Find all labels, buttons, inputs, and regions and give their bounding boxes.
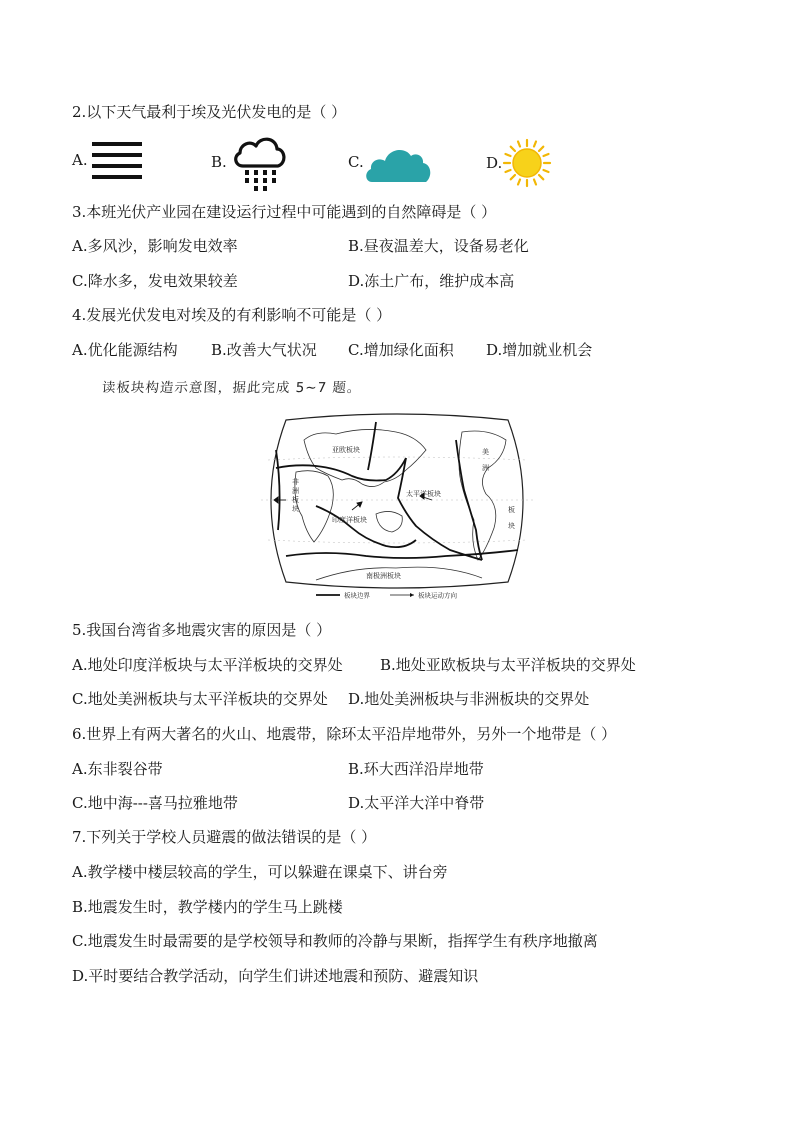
q4-option-a[interactable]: A.优化能源结构 [72, 341, 178, 359]
q2-option-c[interactable] [348, 140, 434, 184]
sun-icon [502, 138, 552, 188]
q3-option-a[interactable]: A.多风沙，影响发电效率 [72, 237, 238, 255]
label-africa-2: 洲 [292, 487, 299, 495]
label-africa-4: 块 [292, 505, 299, 513]
q5-stem: 5.我国台湾省多地震灾害的原因是（ ） [72, 621, 332, 639]
rain-icon [229, 132, 289, 192]
label-indian-ocean: 印度洋板块 [332, 516, 367, 524]
q4-option-c[interactable]: C.增加绿化面积 [348, 341, 454, 359]
q6-option-a[interactable]: A.东非裂谷带 [72, 760, 163, 778]
q2-option-d-label: D. [486, 154, 503, 172]
q2-stem: 2.以下天气最利于埃及光伏发电的是（ ） [72, 103, 347, 121]
q7-option-a[interactable]: A.教学楼中楼层较高的学生，可以躲避在课桌下、讲台旁 [72, 863, 448, 881]
label-eurasia: 亚欧板块 [332, 446, 360, 454]
plate-tectonics-map [256, 410, 538, 600]
q5-option-b[interactable]: B.地处亚欧板块与太平洋板块的交界处 [380, 656, 636, 674]
label-antarctic: 南极洲板块 [366, 572, 401, 580]
label-america-3: 板 [508, 506, 515, 514]
q2-option-c-label: C. [348, 153, 364, 171]
q6-stem: 6.世界上有两大著名的火山、地震带，除环太平沿岸地带外，另外一个地带是（ ） [72, 725, 617, 743]
q2-option-a[interactable] [72, 138, 144, 182]
q7-stem: 7.下列关于学校人员避震的做法错误的是（ ） [72, 828, 377, 846]
q6-option-c[interactable]: C.地中海---喜马拉雅地带 [72, 794, 238, 812]
q7-option-c[interactable]: C.地震发生时最需要的是学校领导和教师的冷静与果断，指挥学生有秩序地撤离 [72, 932, 598, 950]
q5-option-a[interactable]: A.地处印度洋板块与太平洋板块的交界处 [72, 656, 343, 674]
label-america-2: 洲 [482, 464, 489, 472]
q3-stem: 3.本班光伏产业园在建设运行过程中可能遇到的自然障碍是（ ） [72, 203, 497, 221]
q5-option-d[interactable]: D.地处美洲板块与非洲板块的交界处 [348, 690, 590, 708]
cloud-icon [364, 140, 434, 184]
label-america-1: 美 [482, 448, 489, 456]
label-pacific: 太平洋板块 [406, 490, 441, 498]
q3-option-c[interactable]: C.降水多，发电效果较差 [72, 272, 238, 290]
q3-option-b[interactable]: B.昼夜温差大，设备易老化 [348, 237, 529, 255]
legend-motion-text: 板块运动方向 [418, 591, 457, 600]
q6-option-b[interactable]: B.环大西洋沿岸地带 [348, 760, 484, 778]
q2-option-a-label: A. [72, 151, 88, 169]
q2-option-b[interactable] [211, 132, 289, 192]
label-africa-3: 板 [292, 496, 299, 504]
label-africa-1: 非 [292, 478, 299, 486]
q5-option-c[interactable]: C.地处美洲板块与太平洋板块的交界处 [72, 690, 328, 708]
fog-icon [90, 138, 144, 182]
legend-boundary-text: 板块边界 [344, 591, 370, 600]
q2-option-b-label: B. [211, 153, 227, 171]
q7-option-b[interactable]: B.地震发生时，教学楼内的学生马上跳楼 [72, 898, 343, 916]
map-instruction: 读板块构造示意图，据此完成 5~7 题。 [101, 380, 362, 396]
label-america-4: 块 [508, 522, 515, 530]
q6-option-d[interactable]: D.太平洋大洋中脊带 [348, 794, 485, 812]
q7-option-d[interactable]: D.平时要结合教学活动，向学生们讲述地震和预防、避震知识 [72, 967, 479, 985]
q2-option-d[interactable] [486, 138, 552, 188]
map-frame [271, 414, 523, 588]
q4-stem: 4.发展光伏发电对埃及的有利影响不可能是（ ） [72, 306, 392, 324]
q4-option-d[interactable]: D.增加就业机会 [486, 341, 593, 359]
q3-option-d[interactable]: D.冻土广布，维护成本高 [348, 272, 515, 290]
q4-option-b[interactable]: B.改善大气状况 [211, 341, 317, 359]
